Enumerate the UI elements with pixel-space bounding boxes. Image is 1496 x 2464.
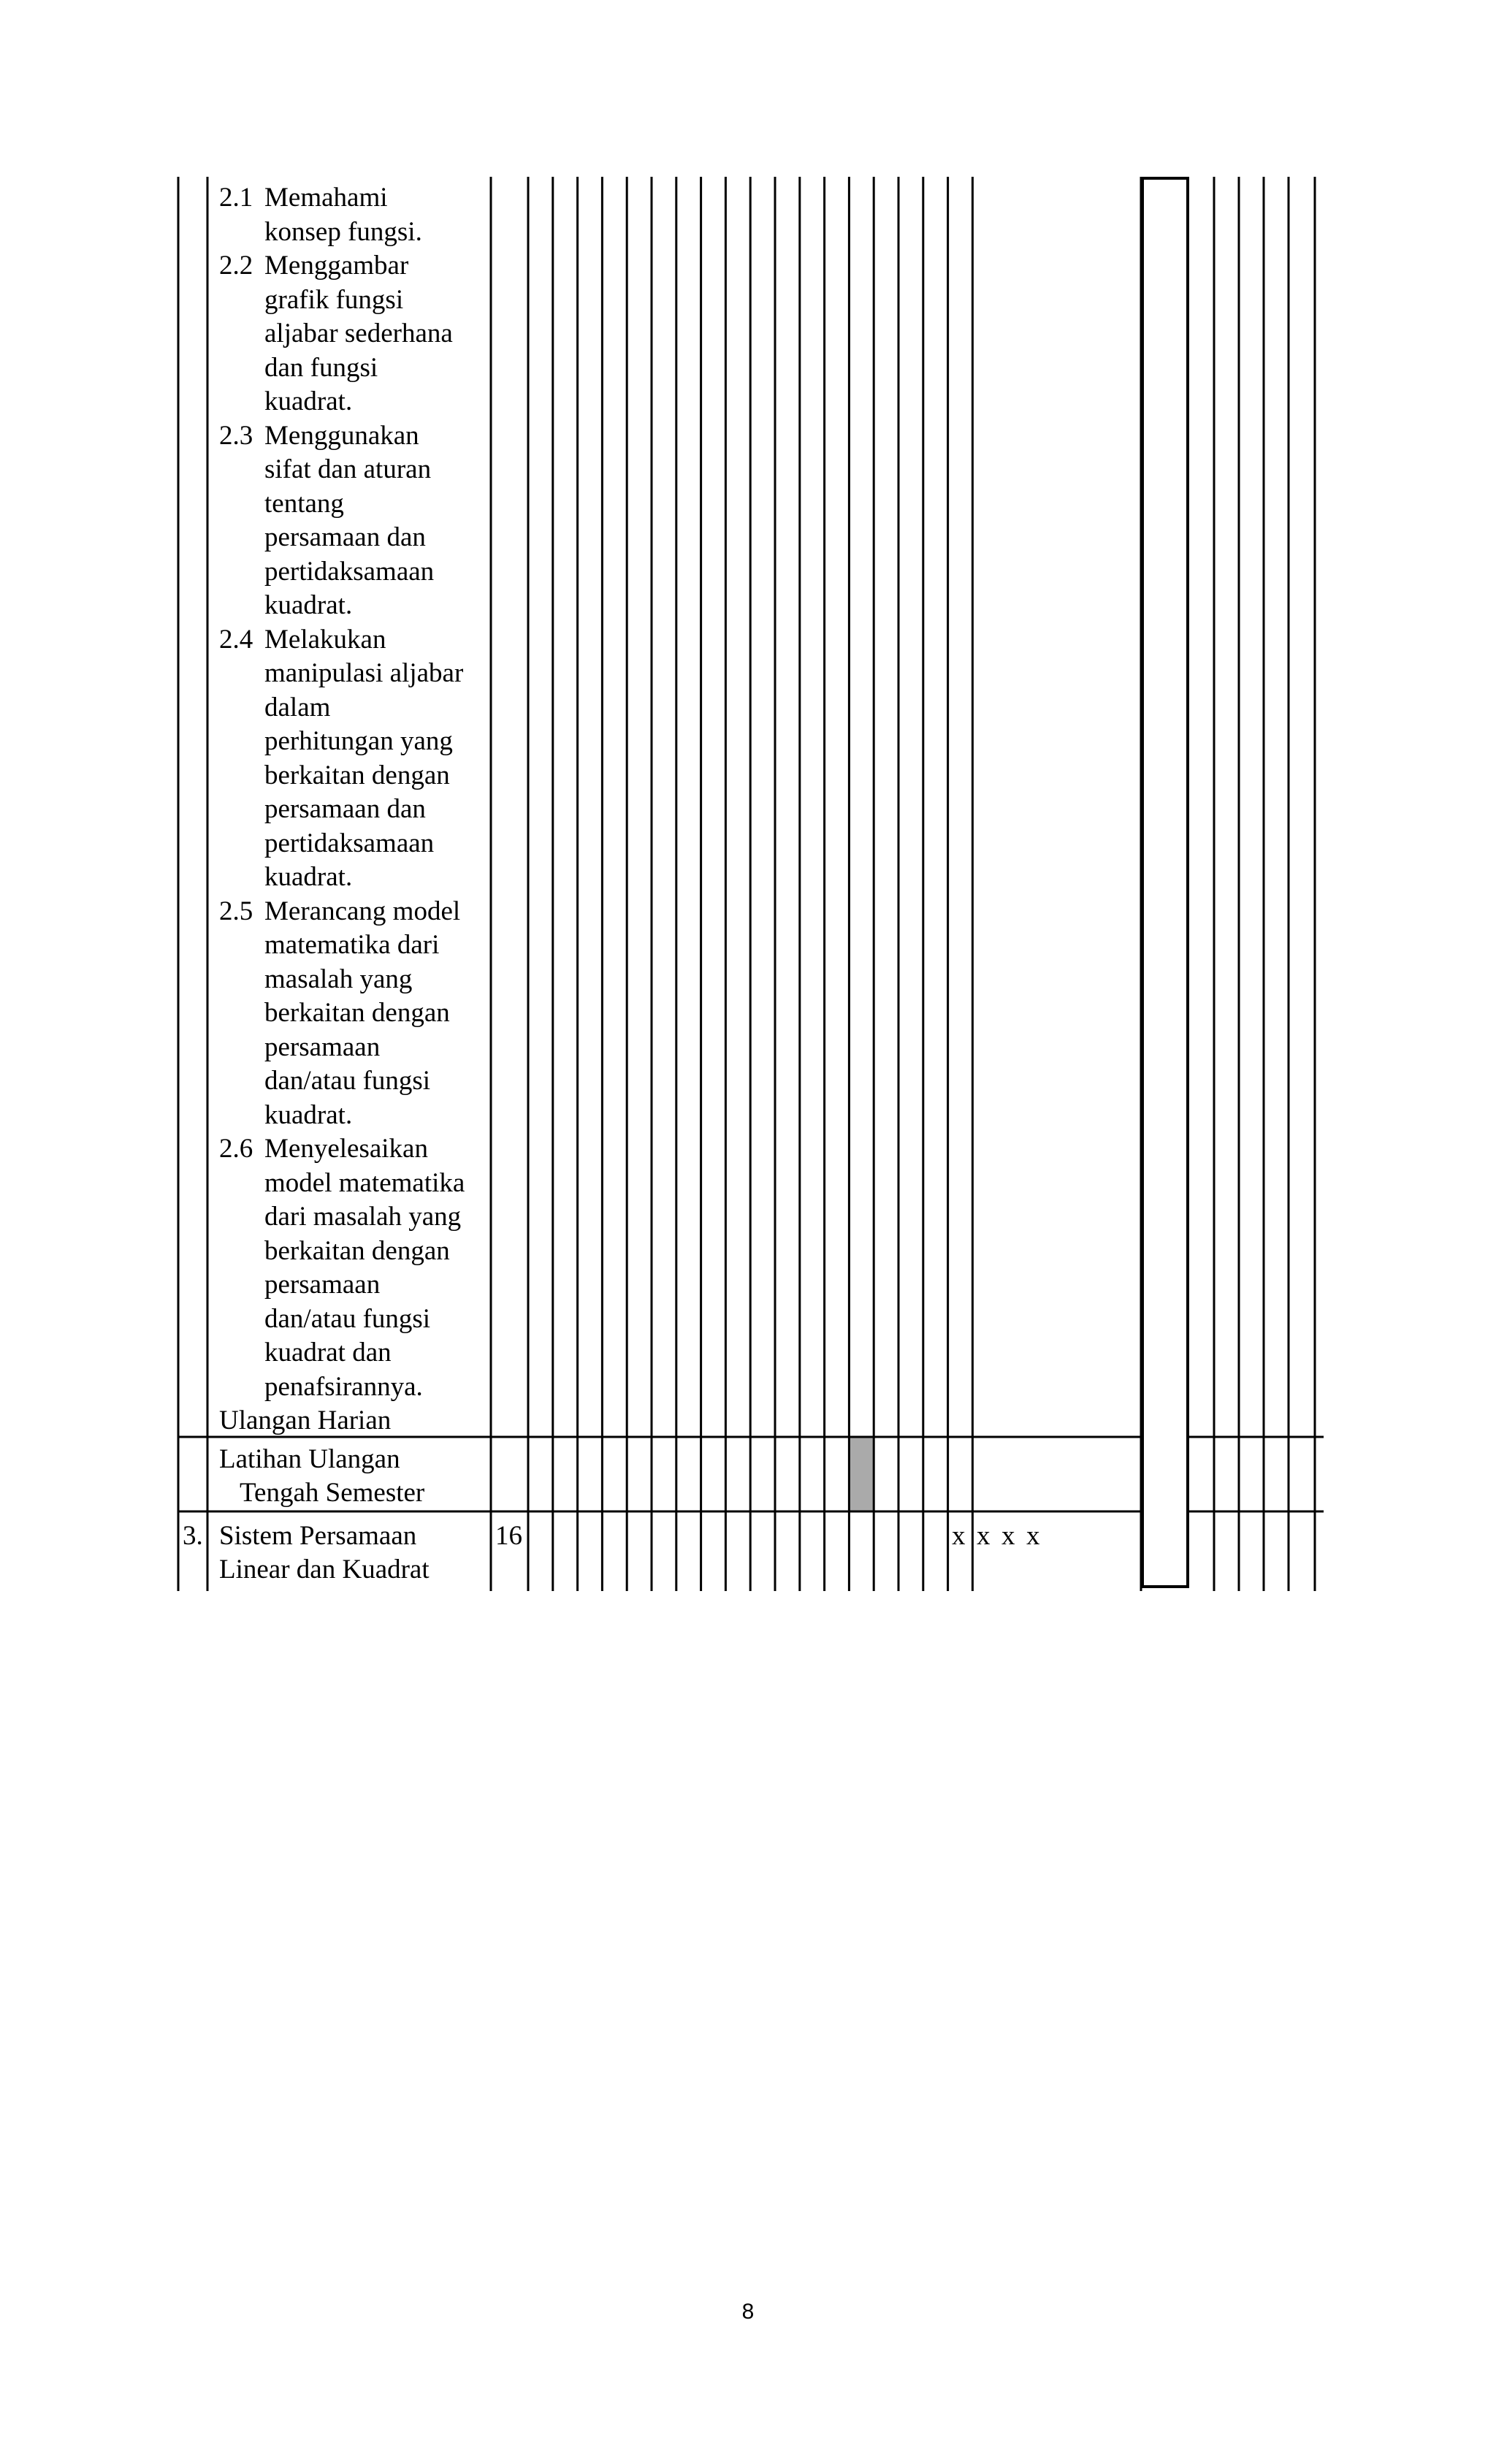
competency-number: 2.6 xyxy=(219,1134,253,1164)
competency-number: 2.5 xyxy=(219,896,253,926)
competency-number: 2.4 xyxy=(219,624,253,655)
competency-text-line: pertidaksamaan xyxy=(264,828,435,858)
competency-text-line: kuadrat. xyxy=(264,386,353,416)
competency-text-line: berkaitan dengan xyxy=(264,760,450,790)
competency-text-line: Menggambar xyxy=(264,251,409,281)
page-number: 8 xyxy=(741,2300,755,2324)
competency-text-line: berkaitan dengan xyxy=(264,1235,450,1266)
ulangan-harian-label: Ulangan Harian xyxy=(219,1405,392,1435)
latihan-uts-line2: Tengah Semester xyxy=(240,1478,425,1508)
competency-text-line: konsep fungsi. xyxy=(264,216,422,247)
competency-text-line: kuadrat. xyxy=(264,1099,353,1130)
competency-text-line: Melakukan xyxy=(264,624,386,655)
competency-number: 2.1 xyxy=(219,183,253,213)
shaded-week-cell xyxy=(850,1437,874,1511)
hours-value: 16 xyxy=(495,1521,522,1551)
competency-text-line: berkaitan dengan xyxy=(264,998,450,1028)
competency-text-line: dan/atau fungsi xyxy=(264,1303,431,1334)
competency-text-line: model matematika xyxy=(264,1167,465,1198)
competency-text-line: persamaan xyxy=(264,1031,381,1062)
competency-number: 2.2 xyxy=(219,251,253,281)
competency-number: 2.3 xyxy=(219,420,253,451)
competency-text-line: masalah yang xyxy=(264,964,413,994)
competency-text-line: kuadrat. xyxy=(264,590,353,620)
boxed-column xyxy=(1142,178,1188,1587)
topic-title-line1: Sistem Persamaan xyxy=(219,1521,417,1551)
topic-title-line2: Linear dan Kuadrat xyxy=(219,1555,430,1584)
competency-text-line: dalam xyxy=(264,692,331,722)
competency-text-line: dan/atau fungsi xyxy=(264,1066,431,1096)
competency-text-line: dari masalah yang xyxy=(264,1202,462,1232)
competency-text-line: Menggunakan xyxy=(264,420,419,451)
competency-text-line: matematika dari xyxy=(264,930,440,960)
competency-text-line: tentang xyxy=(264,488,344,519)
competency-text-line: Menyelesaikan xyxy=(264,1134,428,1164)
competency-text-line: aljabar sederhana xyxy=(264,319,453,348)
competency-text-line: kuadrat dan xyxy=(264,1338,392,1368)
competency-text-line: sifat dan aturan xyxy=(264,454,432,484)
competency-text-line: kuadrat. xyxy=(264,862,353,892)
week-mark: x xyxy=(952,1521,966,1551)
competency-text-line: manipulasi aljabar xyxy=(264,658,464,688)
competency-text-line: persamaan dan xyxy=(264,522,426,552)
week-mark: x xyxy=(977,1521,991,1551)
competency-text-line: Merancang model xyxy=(264,896,461,926)
competency-text-line: perhitungan yang xyxy=(264,726,453,756)
competency-text-line: persamaan dan xyxy=(264,794,426,824)
week-mark: x xyxy=(1026,1521,1040,1551)
competency-text-line: persamaan xyxy=(264,1270,381,1300)
competency-text-line: pertidaksamaan xyxy=(264,556,435,587)
row-number: 3. xyxy=(183,1521,203,1551)
competency-text-line: Memahami xyxy=(264,183,388,213)
competency-text-line: dan fungsi xyxy=(264,352,378,383)
competency-text-line: grafik fungsi xyxy=(264,284,404,315)
competency-text-line: penafsirannya. xyxy=(264,1371,423,1402)
week-mark: x xyxy=(1001,1521,1015,1551)
latihan-uts-line1: Latihan Ulangan xyxy=(219,1444,400,1474)
